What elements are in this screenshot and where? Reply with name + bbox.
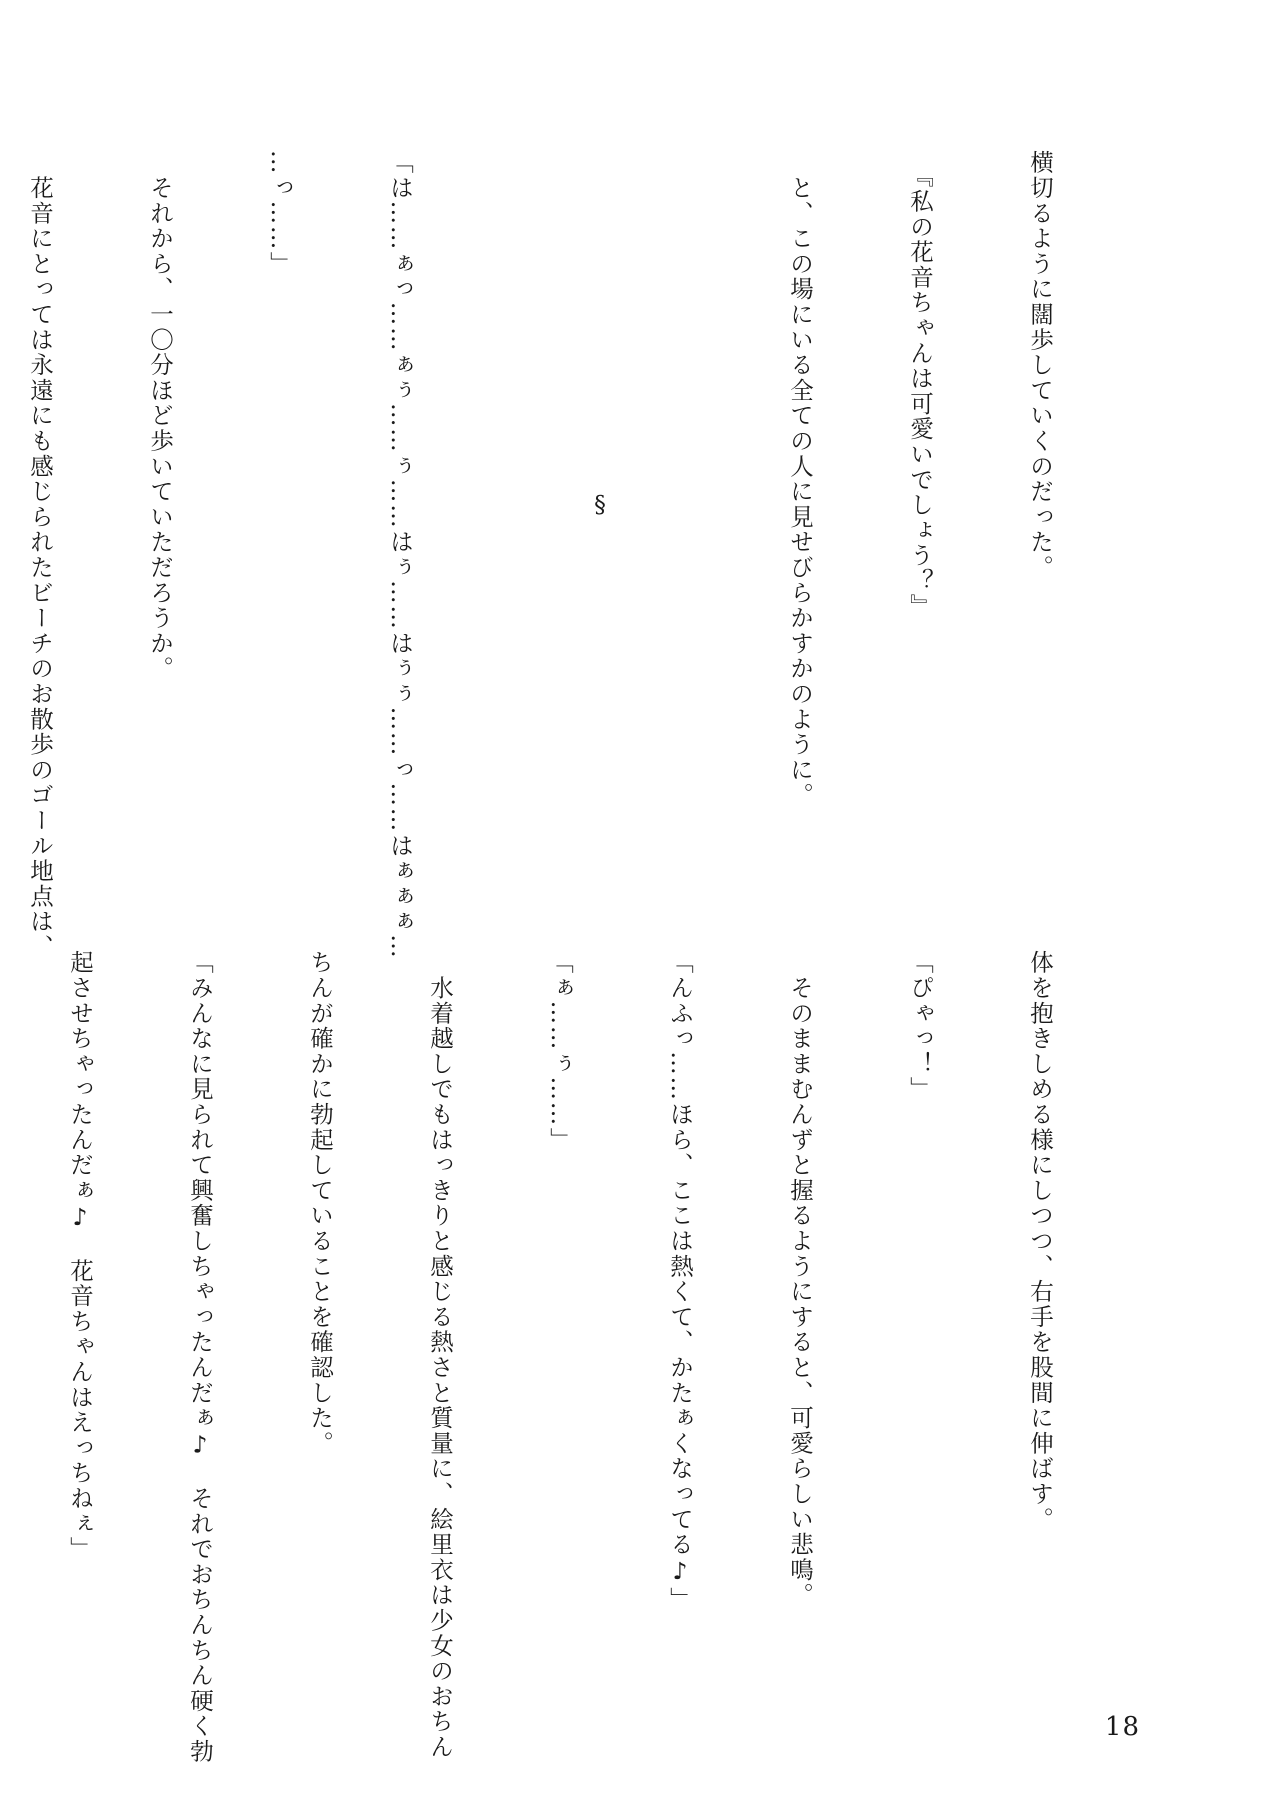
- text-line: 体を抱きしめる様にしつつ、右手を股間に伸ばす。: [1026, 950, 1054, 1532]
- section-mark: §: [586, 490, 614, 520]
- text-line: 「んふっ……ほら、ここは熱くて、かたぁくなってる♪」: [666, 950, 694, 1613]
- text-line: 起させちゃったんだぁ♪ 花音ちゃんはえっちねぇ」: [66, 950, 94, 1562]
- text-line: 『私の花音ちゃんは可愛いでしょう？』: [906, 150, 934, 619]
- text-line: 「ぁ……ぅ……」: [546, 950, 574, 1153]
- text-line: 水着越しでもはっきりと感じる熱さと質量に、絵里衣は少女のおちん: [426, 950, 454, 1760]
- page-number: 18: [1104, 1712, 1140, 1742]
- text-line: 「は……ぁっ……ぁぅ……ぅ……はぅ……はぅぅ……っ……はぁぁぁ…: [386, 150, 414, 960]
- text-block-top: [26, 150, 1140, 960]
- text-line: …っ……」: [266, 150, 294, 277]
- text-line: 横切るように闊歩していくのだった。: [1026, 150, 1054, 581]
- text-line: ちんが確かに勃起していることを確認した。: [306, 950, 334, 1456]
- text-line: と、この場にいる全ての人に見せびらかすかのように。: [786, 150, 814, 808]
- text-line: それから、一〇分ほど歩いていただろうか。: [146, 150, 174, 682]
- text-line: そのままむんずと握るようにすると、可愛らしい悲鳴。: [786, 950, 814, 1608]
- text-line: 「ぴゃっ！」: [906, 950, 934, 1102]
- text-line: 「みんなに見られて興奮しちゃったんだぁ♪ それでおちんちん硬く勃: [186, 950, 214, 1765]
- text-line: 花音にとっては永遠にも感じられたビーチのお散歩のゴール地点は、: [26, 150, 54, 960]
